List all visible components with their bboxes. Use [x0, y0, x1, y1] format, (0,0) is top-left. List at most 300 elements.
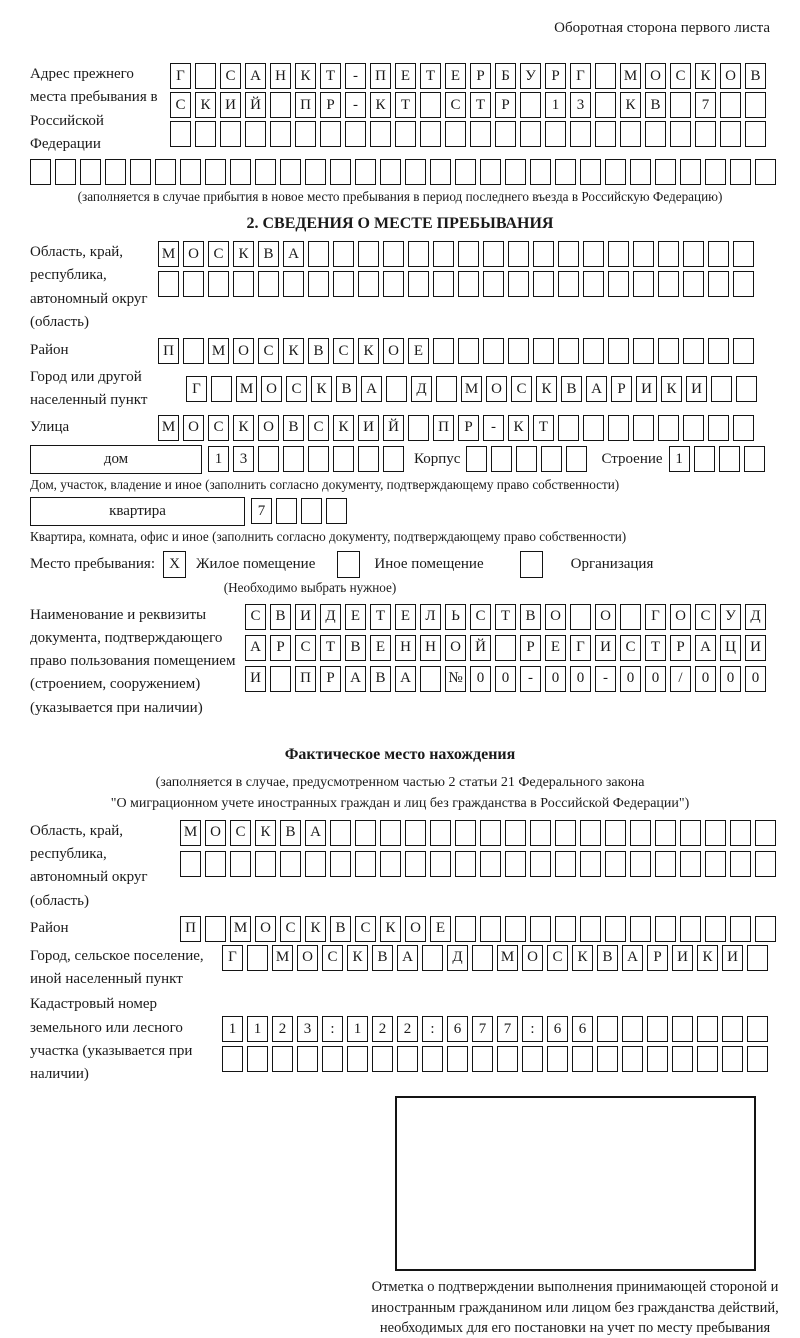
char-cell[interactable]: П [370, 63, 391, 89]
char-cell[interactable]: М [158, 241, 179, 267]
char-cell[interactable] [508, 338, 529, 364]
char-cell[interactable] [711, 376, 732, 402]
char-cell[interactable] [655, 916, 676, 942]
char-cell[interactable] [205, 916, 226, 942]
char-cell[interactable] [680, 916, 701, 942]
char-cell[interactable] [322, 1046, 343, 1072]
char-cell[interactable] [555, 851, 576, 877]
char-cell[interactable]: 0 [645, 666, 666, 692]
char-cell[interactable]: С [670, 63, 691, 89]
char-cell[interactable] [433, 338, 454, 364]
char-cell[interactable] [405, 851, 426, 877]
char-cell[interactable] [705, 851, 726, 877]
char-cell[interactable]: В [270, 604, 291, 630]
char-cell[interactable] [747, 1046, 768, 1072]
char-cell[interactable] [545, 121, 566, 147]
char-cell[interactable]: Р [611, 376, 632, 402]
char-cell[interactable] [480, 820, 501, 846]
char-cell[interactable]: С [445, 92, 466, 118]
char-cell[interactable] [370, 121, 391, 147]
char-cell[interactable] [630, 851, 651, 877]
char-cell[interactable] [608, 338, 629, 364]
char-cell[interactable]: К [195, 92, 216, 118]
char-cell[interactable]: С [308, 415, 329, 441]
char-cell[interactable]: С [286, 376, 307, 402]
char-cell[interactable]: П [295, 92, 316, 118]
char-cell[interactable]: 2 [372, 1016, 393, 1042]
char-cell[interactable]: В [283, 415, 304, 441]
char-cell[interactable] [195, 121, 216, 147]
char-cell[interactable]: И [220, 92, 241, 118]
char-cell[interactable] [276, 498, 297, 524]
char-cell[interactable] [205, 159, 226, 185]
char-cell[interactable]: Р [670, 635, 691, 661]
char-cell[interactable]: П [433, 415, 454, 441]
char-cell[interactable] [180, 159, 201, 185]
char-cell[interactable]: Е [445, 63, 466, 89]
char-cell[interactable] [708, 338, 729, 364]
char-cell[interactable] [755, 159, 776, 185]
char-cell[interactable] [230, 851, 251, 877]
char-cell[interactable] [330, 159, 351, 185]
char-cell[interactable] [183, 338, 204, 364]
char-cell[interactable] [326, 498, 347, 524]
char-cell[interactable] [455, 916, 476, 942]
char-cell[interactable]: К [380, 916, 401, 942]
char-cell[interactable]: В [561, 376, 582, 402]
char-cell[interactable] [233, 271, 254, 297]
char-cell[interactable] [570, 604, 591, 630]
char-cell[interactable]: С [695, 604, 716, 630]
char-cell[interactable]: 2 [272, 1016, 293, 1042]
char-cell[interactable] [195, 63, 216, 89]
char-cell[interactable] [755, 820, 776, 846]
char-cell[interactable] [558, 415, 579, 441]
char-cell[interactable] [730, 851, 751, 877]
char-cell[interactable] [80, 159, 101, 185]
char-cell[interactable] [505, 159, 526, 185]
char-cell[interactable] [530, 916, 551, 942]
char-cell[interactable] [408, 415, 429, 441]
char-cell[interactable]: О [183, 415, 204, 441]
char-cell[interactable] [255, 159, 276, 185]
char-cell[interactable]: Г [170, 63, 191, 89]
char-cell[interactable]: О [670, 604, 691, 630]
char-cell[interactable] [633, 271, 654, 297]
char-cell[interactable]: В [372, 945, 393, 971]
char-cell[interactable] [694, 446, 715, 472]
char-cell[interactable] [630, 916, 651, 942]
char-cell[interactable]: Т [420, 63, 441, 89]
char-cell[interactable] [572, 1046, 593, 1072]
char-cell[interactable]: 7 [472, 1016, 493, 1042]
char-cell[interactable]: О [205, 820, 226, 846]
char-cell[interactable] [308, 241, 329, 267]
char-cell[interactable] [305, 851, 326, 877]
char-cell[interactable] [330, 820, 351, 846]
char-cell[interactable] [733, 415, 754, 441]
char-cell[interactable]: Д [320, 604, 341, 630]
char-cell[interactable]: К [233, 241, 254, 267]
char-cell[interactable]: Р [520, 635, 541, 661]
char-cell[interactable] [383, 446, 404, 472]
char-cell[interactable]: С [280, 916, 301, 942]
char-cell[interactable] [580, 820, 601, 846]
char-cell[interactable] [483, 338, 504, 364]
char-cell[interactable] [520, 92, 541, 118]
char-cell[interactable]: К [233, 415, 254, 441]
char-cell[interactable] [655, 851, 676, 877]
char-cell[interactable] [301, 498, 322, 524]
char-cell[interactable]: О [383, 338, 404, 364]
char-cell[interactable]: С [230, 820, 251, 846]
char-cell[interactable] [622, 1016, 643, 1042]
char-cell[interactable]: К [255, 820, 276, 846]
char-cell[interactable] [483, 241, 504, 267]
char-cell[interactable] [205, 851, 226, 877]
char-cell[interactable]: М [620, 63, 641, 89]
checkbox-organization[interactable] [520, 551, 543, 578]
char-cell[interactable]: № [445, 666, 466, 692]
char-cell[interactable]: 0 [720, 666, 741, 692]
char-cell[interactable]: 0 [570, 666, 591, 692]
char-cell[interactable] [483, 271, 504, 297]
char-cell[interactable]: А [622, 945, 643, 971]
char-cell[interactable] [466, 446, 487, 472]
char-cell[interactable] [283, 271, 304, 297]
char-cell[interactable] [683, 271, 704, 297]
char-cell[interactable]: Р [545, 63, 566, 89]
char-cell[interactable]: Т [320, 635, 341, 661]
char-cell[interactable] [355, 820, 376, 846]
char-cell[interactable]: 2 [397, 1016, 418, 1042]
char-cell[interactable] [458, 338, 479, 364]
char-cell[interactable] [258, 271, 279, 297]
char-cell[interactable]: С [220, 63, 241, 89]
char-cell[interactable]: И [636, 376, 657, 402]
char-cell[interactable]: В [330, 916, 351, 942]
char-cell[interactable] [30, 159, 51, 185]
char-cell[interactable] [530, 159, 551, 185]
char-cell[interactable]: Н [420, 635, 441, 661]
char-cell[interactable]: А [245, 63, 266, 89]
char-cell[interactable]: Е [430, 916, 451, 942]
char-cell[interactable] [620, 121, 641, 147]
char-cell[interactable] [583, 338, 604, 364]
char-cell[interactable]: О [258, 415, 279, 441]
char-cell[interactable]: Г [645, 604, 666, 630]
char-cell[interactable]: В [345, 635, 366, 661]
char-cell[interactable]: С [322, 945, 343, 971]
char-cell[interactable]: Г [570, 635, 591, 661]
char-cell[interactable]: С [333, 338, 354, 364]
char-cell[interactable]: Т [370, 604, 391, 630]
char-cell[interactable]: Й [245, 92, 266, 118]
char-cell[interactable]: С [355, 916, 376, 942]
char-cell[interactable]: М [497, 945, 518, 971]
char-cell[interactable] [730, 916, 751, 942]
char-cell[interactable] [245, 121, 266, 147]
char-cell[interactable] [386, 376, 407, 402]
char-cell[interactable] [505, 851, 526, 877]
char-cell[interactable]: И [722, 945, 743, 971]
char-cell[interactable]: С [208, 415, 229, 441]
char-cell[interactable]: О [522, 945, 543, 971]
char-cell[interactable] [455, 851, 476, 877]
char-cell[interactable] [530, 851, 551, 877]
char-cell[interactable]: Т [320, 63, 341, 89]
char-cell[interactable]: Р [495, 92, 516, 118]
char-cell[interactable] [708, 415, 729, 441]
char-cell[interactable] [580, 916, 601, 942]
char-cell[interactable]: 0 [745, 666, 766, 692]
char-cell[interactable] [733, 271, 754, 297]
char-cell[interactable] [747, 945, 768, 971]
char-cell[interactable] [170, 121, 191, 147]
char-cell[interactable] [383, 241, 404, 267]
char-cell[interactable] [308, 271, 329, 297]
char-cell[interactable] [372, 1046, 393, 1072]
char-cell[interactable] [658, 241, 679, 267]
char-cell[interactable] [719, 446, 740, 472]
char-cell[interactable]: - [483, 415, 504, 441]
char-cell[interactable]: Р [320, 92, 341, 118]
char-cell[interactable] [472, 1046, 493, 1072]
char-cell[interactable] [420, 92, 441, 118]
char-cell[interactable] [255, 851, 276, 877]
char-cell[interactable]: Д [447, 945, 468, 971]
char-cell[interactable]: Е [408, 338, 429, 364]
char-cell[interactable] [733, 241, 754, 267]
char-cell[interactable] [541, 446, 562, 472]
char-cell[interactable]: - [520, 666, 541, 692]
char-cell[interactable]: 1 [669, 446, 690, 472]
char-cell[interactable]: В [370, 666, 391, 692]
char-cell[interactable] [405, 159, 426, 185]
char-cell[interactable]: - [345, 92, 366, 118]
char-cell[interactable]: Т [470, 92, 491, 118]
char-cell[interactable]: В [745, 63, 766, 89]
char-cell[interactable]: 1 [545, 92, 566, 118]
char-cell[interactable]: В [336, 376, 357, 402]
char-cell[interactable]: У [720, 604, 741, 630]
char-cell[interactable] [130, 159, 151, 185]
char-cell[interactable]: 7 [695, 92, 716, 118]
char-cell[interactable] [655, 820, 676, 846]
char-cell[interactable] [533, 271, 554, 297]
char-cell[interactable] [633, 415, 654, 441]
char-cell[interactable]: И [245, 666, 266, 692]
char-cell[interactable] [505, 820, 526, 846]
char-cell[interactable] [597, 1046, 618, 1072]
char-cell[interactable]: А [305, 820, 326, 846]
char-cell[interactable]: О [545, 604, 566, 630]
char-cell[interactable] [247, 1046, 268, 1072]
char-cell[interactable]: 3 [570, 92, 591, 118]
apartment-type-box[interactable]: квартира [30, 497, 245, 526]
char-cell[interactable]: 0 [495, 666, 516, 692]
char-cell[interactable]: Т [495, 604, 516, 630]
char-cell[interactable] [220, 121, 241, 147]
char-cell[interactable] [658, 338, 679, 364]
char-cell[interactable]: С [511, 376, 532, 402]
char-cell[interactable]: О [595, 604, 616, 630]
char-cell[interactable]: Й [470, 635, 491, 661]
char-cell[interactable] [683, 338, 704, 364]
char-cell[interactable] [395, 121, 416, 147]
char-cell[interactable] [420, 666, 441, 692]
char-cell[interactable] [455, 159, 476, 185]
char-cell[interactable] [595, 121, 616, 147]
char-cell[interactable] [522, 1046, 543, 1072]
char-cell[interactable]: 6 [572, 1016, 593, 1042]
char-cell[interactable] [436, 376, 457, 402]
char-cell[interactable] [222, 1046, 243, 1072]
char-cell[interactable] [605, 851, 626, 877]
char-cell[interactable]: Д [745, 604, 766, 630]
checkbox-residential[interactable]: X [163, 551, 186, 578]
char-cell[interactable] [670, 92, 691, 118]
char-cell[interactable] [608, 241, 629, 267]
char-cell[interactable]: В [597, 945, 618, 971]
char-cell[interactable]: М [236, 376, 257, 402]
char-cell[interactable] [672, 1016, 693, 1042]
char-cell[interactable] [730, 820, 751, 846]
char-cell[interactable]: А [395, 666, 416, 692]
char-cell[interactable] [595, 63, 616, 89]
char-cell[interactable] [705, 159, 726, 185]
char-cell[interactable]: К [311, 376, 332, 402]
char-cell[interactable] [516, 446, 537, 472]
char-cell[interactable] [720, 92, 741, 118]
char-cell[interactable]: В [308, 338, 329, 364]
char-cell[interactable]: Б [495, 63, 516, 89]
char-cell[interactable]: К [661, 376, 682, 402]
char-cell[interactable]: В [520, 604, 541, 630]
char-cell[interactable]: Л [420, 604, 441, 630]
char-cell[interactable] [747, 1016, 768, 1042]
char-cell[interactable] [258, 446, 279, 472]
char-cell[interactable]: : [522, 1016, 543, 1042]
char-cell[interactable] [722, 1046, 743, 1072]
char-cell[interactable]: Т [533, 415, 554, 441]
char-cell[interactable] [480, 159, 501, 185]
char-cell[interactable] [608, 271, 629, 297]
char-cell[interactable] [333, 446, 354, 472]
char-cell[interactable] [408, 241, 429, 267]
char-cell[interactable] [430, 820, 451, 846]
char-cell[interactable]: П [158, 338, 179, 364]
char-cell[interactable] [105, 159, 126, 185]
char-cell[interactable] [211, 376, 232, 402]
char-cell[interactable]: Е [345, 604, 366, 630]
char-cell[interactable] [670, 121, 691, 147]
char-cell[interactable]: К [358, 338, 379, 364]
char-cell[interactable]: А [586, 376, 607, 402]
char-cell[interactable] [330, 851, 351, 877]
char-cell[interactable]: 1 [208, 446, 229, 472]
char-cell[interactable]: Е [395, 63, 416, 89]
char-cell[interactable] [430, 159, 451, 185]
char-cell[interactable]: Р [270, 635, 291, 661]
char-cell[interactable] [270, 121, 291, 147]
char-cell[interactable]: 0 [545, 666, 566, 692]
char-cell[interactable]: О [255, 916, 276, 942]
char-cell[interactable] [697, 1046, 718, 1072]
char-cell[interactable] [270, 666, 291, 692]
char-cell[interactable]: И [745, 635, 766, 661]
char-cell[interactable] [447, 1046, 468, 1072]
char-cell[interactable]: И [295, 604, 316, 630]
char-cell[interactable]: М [461, 376, 482, 402]
char-cell[interactable]: - [595, 666, 616, 692]
char-cell[interactable] [583, 415, 604, 441]
char-cell[interactable] [597, 1016, 618, 1042]
char-cell[interactable]: В [645, 92, 666, 118]
char-cell[interactable]: Е [395, 604, 416, 630]
char-cell[interactable] [566, 446, 587, 472]
char-cell[interactable] [580, 159, 601, 185]
char-cell[interactable] [355, 851, 376, 877]
char-cell[interactable] [630, 159, 651, 185]
char-cell[interactable] [508, 271, 529, 297]
char-cell[interactable] [620, 604, 641, 630]
char-cell[interactable] [695, 121, 716, 147]
char-cell[interactable] [308, 446, 329, 472]
char-cell[interactable]: 3 [297, 1016, 318, 1042]
char-cell[interactable]: П [295, 666, 316, 692]
char-cell[interactable] [380, 820, 401, 846]
char-cell[interactable] [733, 338, 754, 364]
char-cell[interactable]: М [272, 945, 293, 971]
char-cell[interactable]: 7 [251, 498, 272, 524]
char-cell[interactable] [422, 945, 443, 971]
char-cell[interactable] [744, 446, 765, 472]
char-cell[interactable]: О [720, 63, 741, 89]
char-cell[interactable] [180, 851, 201, 877]
char-cell[interactable]: И [358, 415, 379, 441]
char-cell[interactable] [583, 241, 604, 267]
char-cell[interactable]: А [361, 376, 382, 402]
char-cell[interactable] [455, 820, 476, 846]
char-cell[interactable]: 6 [547, 1016, 568, 1042]
char-cell[interactable] [680, 159, 701, 185]
char-cell[interactable]: И [672, 945, 693, 971]
char-cell[interactable] [358, 271, 379, 297]
char-cell[interactable] [683, 415, 704, 441]
char-cell[interactable] [595, 92, 616, 118]
char-cell[interactable] [755, 851, 776, 877]
char-cell[interactable]: С [620, 635, 641, 661]
char-cell[interactable] [270, 92, 291, 118]
char-cell[interactable] [183, 271, 204, 297]
char-cell[interactable]: С [295, 635, 316, 661]
char-cell[interactable]: П [180, 916, 201, 942]
char-cell[interactable] [458, 241, 479, 267]
char-cell[interactable]: О [297, 945, 318, 971]
char-cell[interactable]: К [572, 945, 593, 971]
char-cell[interactable] [333, 241, 354, 267]
char-cell[interactable]: К [295, 63, 316, 89]
char-cell[interactable] [208, 271, 229, 297]
char-cell[interactable] [755, 916, 776, 942]
char-cell[interactable]: М [230, 916, 251, 942]
char-cell[interactable]: В [280, 820, 301, 846]
char-cell[interactable]: И [595, 635, 616, 661]
char-cell[interactable] [247, 945, 268, 971]
char-cell[interactable] [605, 916, 626, 942]
char-cell[interactable] [736, 376, 757, 402]
